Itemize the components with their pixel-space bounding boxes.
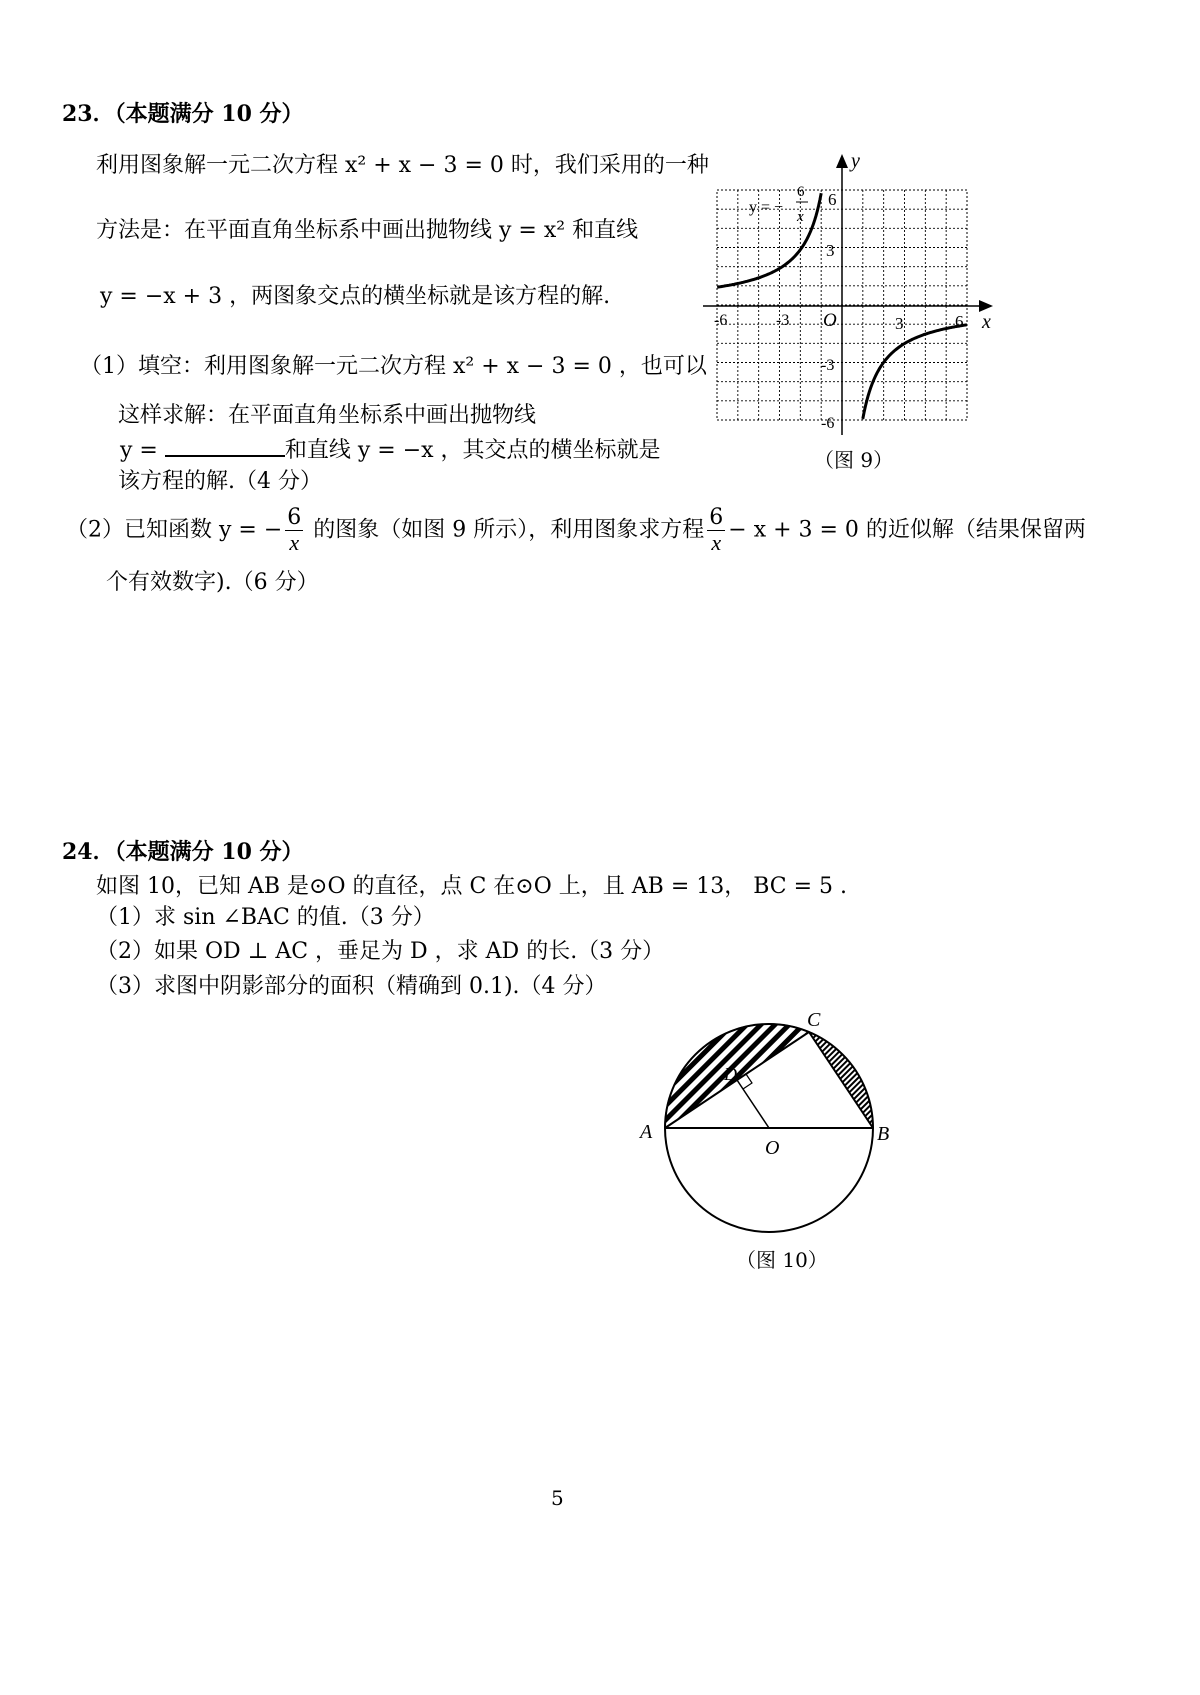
y-tick-label: 3 <box>826 241 835 260</box>
answer-blank[interactable] <box>165 437 285 457</box>
q23-intro-line3: y = −x + 3 ，两图象交点的横坐标就是该方程的解. <box>100 284 611 309</box>
point-d-label: D <box>724 1064 737 1084</box>
q23-intro-line2: 方法是：在平面直角坐标系中画出抛物线 y = x² 和直线 <box>96 218 639 243</box>
q24-line4: （3）求图中阴影部分的面积（精确到 0.1).（4 分） <box>96 974 607 999</box>
q23-part2-text-a: （2）已知函数 y = − <box>66 517 283 543</box>
point-b-label: B <box>877 1123 890 1145</box>
point-a-label: A <box>640 1121 653 1143</box>
frac2-den: x <box>711 530 722 556</box>
fraction2-6-over-x <box>707 506 725 555</box>
point-o-label: O <box>765 1137 780 1159</box>
q23-part1-line3 <box>120 437 661 462</box>
q24-line1: 如图 10，已知 AB 是⊙O 的直径，点 C 在⊙O 上，且 AB = 13， BC = 5 . <box>96 874 848 899</box>
point-c-label: C <box>807 1009 821 1031</box>
q23-part1-line3-tail: 和直线 y = −x ，其交点的横坐标就是 <box>284 438 661 463</box>
q23-part1-line2: 这样求解：在平面直角坐标系中画出抛物线 <box>118 403 537 428</box>
figure-9-caption: （图 9） <box>814 448 894 472</box>
frac-den: x <box>289 530 300 556</box>
y-tick-label: 6 <box>828 190 837 209</box>
q23-part1-line4: 该方程的解.（4 分） <box>118 469 322 494</box>
x-tick-label: 6 <box>955 312 964 331</box>
chord-cb <box>809 1032 873 1128</box>
frac-num: 6 <box>287 505 302 530</box>
q23-intro-line1: 利用图象解一元二次方程 x² + x − 3 = 0 时，我们采用的一种 <box>96 153 709 178</box>
q24-line3: （2）如果 OD ⊥ AC ，垂足为 D ，求 AD 的长.（3 分） <box>96 939 665 964</box>
frac2-num: 6 <box>709 505 724 530</box>
q24-line2: （1）求 sin ∠BAC 的值.（3 分） <box>96 905 435 930</box>
hyperbola-branch-right <box>863 325 967 419</box>
x-axis-label: x <box>982 311 991 333</box>
q23-part1-line3-lead: y = <box>120 438 165 463</box>
curve-label-den: x <box>797 209 804 225</box>
origin-label: O <box>823 310 837 331</box>
y-axis-arrow <box>836 154 848 168</box>
segment-od <box>737 1080 769 1128</box>
q24-heading: 24．（本题满分 10 分） <box>62 839 304 865</box>
figure-10-circle <box>620 1000 920 1250</box>
figure-10-caption: （图 10） <box>736 1248 828 1272</box>
q23-part2-line2: 个有效数字).（6 分） <box>106 570 319 595</box>
x-tick-label: 3 <box>895 314 904 333</box>
x-tick-label: -6 <box>714 312 728 329</box>
fraction-6-over-x <box>285 506 303 555</box>
figure-9-graph <box>700 150 1000 480</box>
y-tick-label: -6 <box>821 415 835 432</box>
y-tick-label: -3 <box>821 357 835 374</box>
y-axis-label: y <box>851 150 860 172</box>
q23-heading: 23．（本题满分 10 分） <box>62 101 304 127</box>
x-tick-label: -3 <box>776 312 790 329</box>
q23-part2-text-b: 的图象（如图 9 所示），利用图象求方程 <box>306 517 705 543</box>
curve-label-prefix: y = − <box>749 199 784 216</box>
q23-part1-line1: （1）填空：利用图象解一元二次方程 x² + x − 3 = 0 ，也可以 <box>80 354 707 379</box>
page-number: 5 <box>551 1486 564 1510</box>
q23-part2-line1 <box>66 506 1086 555</box>
curve-label-num: 6 <box>797 184 805 200</box>
q23-part2-text-c: − x + 3 = 0 的近似解（结果保留两 <box>728 517 1086 543</box>
